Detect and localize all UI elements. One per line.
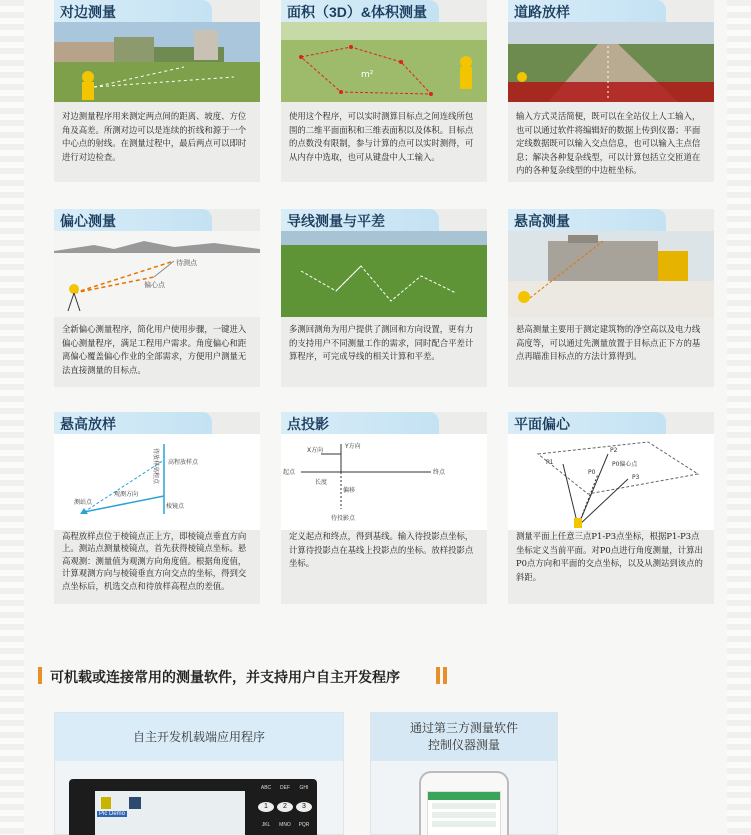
card-text: 使用这个程序，可以实时测算目标点之间连线所包围的二维平面面积和三维表面积以及体积。目标点的点数没有限制，参与计算的点可以实时测得，可从内存中选取，也可从键盘中人工输入。 xyxy=(289,111,474,162)
card-eccentric xyxy=(54,209,260,387)
app-icon xyxy=(101,797,111,809)
prism-label: 棱镜点 xyxy=(166,503,185,510)
card-title: 导线测量与平差 xyxy=(281,209,439,231)
phone xyxy=(419,771,509,835)
onboard-app-box xyxy=(54,712,344,835)
keypad xyxy=(255,785,315,835)
card-text: 定义起点和终点，得到基线。输入待投影点坐标，计算待投影点在基线上投影点的坐标。放样投影点坐标。 xyxy=(289,531,474,569)
card-image xyxy=(508,434,714,530)
p1-label: P1 xyxy=(546,459,554,466)
card-text: 全新偏心测量程序，简化用户使用步骤，一键进入偏心测量程序，满足工程用户需求。角度偏心和距离偏心覆盖偏心作业的全部需求，方便用户测量无法直接测量的目标点。 xyxy=(62,324,247,375)
card-text: 测量平面上任意三点P1-P3点坐标，根据P1-P3点坐标定义当前平面。对P0点进行角度测量，计算出P0点方向和平面的交点坐标，以及从测站到该点的斜距。 xyxy=(516,531,703,582)
direction-label: 观测方向 xyxy=(114,491,139,498)
card-title: 点投影 xyxy=(281,412,439,434)
key-button[interactable]: 1 xyxy=(258,802,274,812)
card-image xyxy=(508,231,714,317)
card-title: 悬高放样 xyxy=(54,412,212,434)
card-image xyxy=(281,231,487,317)
third-party-title-line2: 控制仪器测量 xyxy=(427,738,500,752)
key-label: MNO xyxy=(279,822,291,829)
x-direction-label: X方向 xyxy=(307,447,324,454)
card-text: 输入方式灵活简便，既可以在全站仪上人工输入，也可以通过软件将编辑好的数据上传到仪器；平面定线数据既可以输入交点信息，也可以输入主点信息；解决各种复杂线型，可以计算包括立交匝道在内的各种复杂线型的中边桩坐标。 xyxy=(516,111,701,176)
card-remote-height xyxy=(508,209,714,387)
start-point-label: 起点 xyxy=(283,469,296,476)
p2-label: P2 xyxy=(610,447,618,454)
left-border-stripe xyxy=(0,0,24,835)
end-point-label: 终点 xyxy=(433,469,446,476)
area-unit-label: m² xyxy=(361,70,374,80)
banner-accent-right xyxy=(436,667,440,684)
card-plane-eccentric xyxy=(508,412,714,604)
card-traverse xyxy=(281,209,487,387)
projected-point-label: 待投影点 xyxy=(331,515,356,522)
card-point-projection xyxy=(281,412,487,604)
station-label: 测站点 xyxy=(74,499,93,506)
key-label: JKL xyxy=(261,822,271,829)
target-point-label: 待测点 xyxy=(176,259,197,267)
card-image xyxy=(281,22,487,102)
length-label: 长度 xyxy=(315,479,328,486)
card-title: 面积（3D）&体积测量 xyxy=(281,0,439,22)
p0-label: P0 xyxy=(588,469,596,476)
card-road-stakeout xyxy=(508,0,714,182)
app-icon-2 xyxy=(129,797,141,809)
card-text: 多测回测角为用户提供了测回和方向设置，更有力的支持用户不同测量工作的需求，同时配合平差计算程序，可完成导线的相关计算和平差。 xyxy=(289,324,474,362)
card-title: 道路放样 xyxy=(508,0,666,22)
offset-label: 偏移 xyxy=(343,487,356,494)
software-banner xyxy=(38,663,448,687)
phone-row xyxy=(432,803,496,809)
key-label: ABC xyxy=(260,785,272,791)
card-area-volume xyxy=(281,0,487,182)
card-title: 平面偏心 xyxy=(508,412,666,434)
p3-label: P3 xyxy=(632,474,640,481)
third-party-box xyxy=(370,712,558,835)
phone-row xyxy=(432,821,496,827)
key-label: DEF xyxy=(280,785,290,791)
card-image xyxy=(54,434,260,530)
phone-screen xyxy=(427,791,501,835)
card-opposite-side xyxy=(54,0,260,182)
card-image xyxy=(281,434,487,530)
card-text: 对边测量程序用来测定两点间的距离、坡度、方位角及高差。所测对边可以是连续的折线和源于一个中心点的射线。在测量过程中，最后两点可以即时进行对边检查。 xyxy=(62,111,247,162)
instrument-screen xyxy=(69,779,317,835)
app-screen xyxy=(95,791,245,835)
card-text: 高程放样点位于棱镜点正上方，即棱镜点垂直方向上。测站点测量棱镜点，首先获得棱镜点坐标。悬高观测：测量值为观测方向角度值。根据角度值，计算观测方向与棱镜垂直方向交点的坐标，得到交点坐标后，机选交点和待放样高程点的差值。 xyxy=(62,531,247,591)
card-title: 悬高测量 xyxy=(508,209,666,231)
key-button[interactable]: 3 xyxy=(296,802,312,812)
key-label: GHI xyxy=(299,785,309,791)
offset-point-label: 偏心点 xyxy=(144,281,165,289)
card-image xyxy=(508,22,714,102)
banner-accent-right-2 xyxy=(443,667,447,684)
right-border-stripe xyxy=(727,0,751,835)
phone-app-bar xyxy=(428,792,500,800)
banner-title: 可机载或连接常用的测量软件，并支持用户自主开发程序 xyxy=(50,669,400,685)
key-label: PQR xyxy=(298,822,310,829)
third-party-title xyxy=(371,713,557,761)
target-height-label: 待放样高程点 xyxy=(152,448,159,485)
third-party-title-line1: 通过第三方测量软件 xyxy=(409,721,518,735)
stakeout-point-label: 高程放样点 xyxy=(168,459,199,466)
onboard-app-title: 自主开发机载端应用程序 xyxy=(55,713,343,761)
card-image xyxy=(54,22,260,102)
key-button[interactable]: 2 xyxy=(277,802,293,812)
app-label[interactable]: Pic Demo xyxy=(99,811,126,817)
card-title: 对边测量 xyxy=(54,0,212,22)
card-remote-height-stakeout xyxy=(54,412,260,604)
p0-eccentric-label: P0偏心点 xyxy=(612,461,638,468)
y-direction-label: Y方向 xyxy=(345,443,361,450)
card-image xyxy=(54,231,260,317)
banner-accent-left xyxy=(38,667,42,684)
card-text: 悬高测量主要用于测定建筑物的净空高以及电力线高度等，可以通过先测量放置于目标点正下方的基点再瞄准目标点的方法计算得到。 xyxy=(516,324,701,362)
card-title: 偏心测量 xyxy=(54,209,212,231)
phone-row xyxy=(432,812,496,818)
